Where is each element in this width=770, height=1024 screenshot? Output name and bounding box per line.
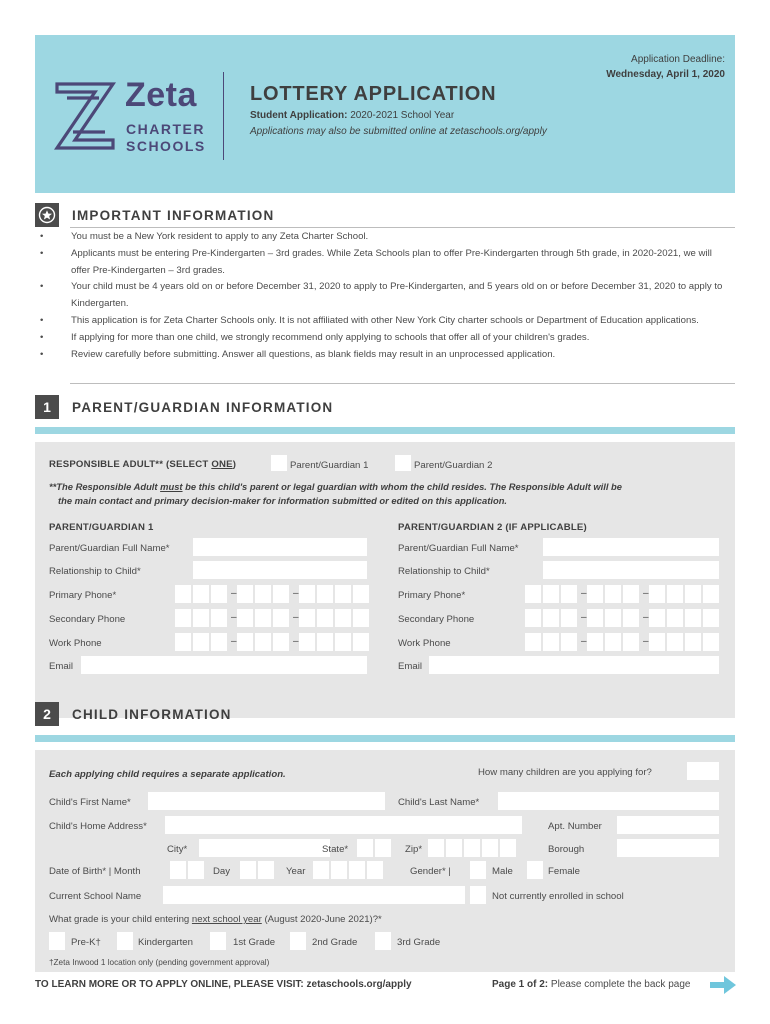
zeta-z-logo-icon	[53, 80, 117, 152]
grade-3-checkbox[interactable]	[375, 932, 391, 950]
responsible-label-text: RESPONSIBLE ADULT** (SELECT	[49, 459, 212, 470]
page-note: Please complete the back page	[548, 979, 691, 990]
pg1-secondary-phone-5-input[interactable]	[255, 609, 271, 627]
pg1-primary-phone-7-input[interactable]	[299, 585, 315, 603]
parent-panel	[35, 442, 735, 718]
grade-3-label: 3rd Grade	[397, 937, 441, 948]
pg2-primary-phone-2-input[interactable]	[543, 585, 559, 603]
phone-dash: –	[581, 612, 587, 623]
bullet-item: • If applying for more than one child, we strongly recommend only applying to schools that offer all of your children's grades.	[40, 330, 730, 347]
grade-k-checkbox[interactable]	[117, 932, 133, 950]
dob-year-digit-1-input[interactable]	[313, 861, 329, 879]
pg2-heading: PARENT/GUARDIAN 2 (IF APPLICABLE)	[398, 522, 587, 533]
pg1-primary-phone-2-input[interactable]	[193, 585, 209, 603]
borough-label: Borough	[548, 844, 585, 855]
apt-number-label: Apt. Number	[548, 821, 602, 832]
bullet-item: • Your child must be 4 years old on or before December 31, 2020 to apply to Pre-Kindergarten, and 5 years old on or before December 31, 2020 to apply to Kindergarten.	[40, 279, 730, 313]
pg2-work-phone-6-input[interactable]	[623, 633, 639, 651]
grade-1-label: 1st Grade	[233, 937, 276, 948]
pg2-work-phone-1-input[interactable]	[525, 633, 541, 651]
pg2-primary-phone-3-input[interactable]	[561, 585, 577, 603]
responsible-one: ONE	[211, 459, 233, 470]
bullet-item: • This application is for Zeta Charter Schools only. It is not affiliated with other New York City charter schools or Department of Education applications.	[40, 313, 730, 330]
gender-female-checkbox[interactable]	[527, 861, 543, 879]
pg2-work-phone-5-input[interactable]	[605, 633, 621, 651]
bullet-item: • Review carefully before submitting. Answer all questions, as blank fields may result in an unprocessed application.	[40, 347, 730, 364]
pg1-work-phone-2-input[interactable]	[193, 633, 209, 651]
pg2-relationship-label: Relationship to Child*	[398, 566, 490, 577]
pg1-secondary-phone-3-input[interactable]	[211, 609, 227, 627]
pg1-primary-phone-4-input[interactable]	[237, 585, 253, 603]
pg1-relationship-label: Relationship to Child*	[49, 566, 141, 577]
pg2-primary-phone-7-input[interactable]	[649, 585, 665, 603]
pg1-work-phone-7-input[interactable]	[299, 633, 315, 651]
phone-dash: –	[643, 612, 649, 623]
borough-input[interactable]	[617, 839, 719, 857]
pg1-work-phone-9-input[interactable]	[335, 633, 351, 651]
important-rule	[70, 227, 735, 228]
pg2-secondary-phone-3-input[interactable]	[561, 609, 577, 627]
parent-section-bar	[35, 427, 735, 434]
pg1-primary-phone-6-input[interactable]	[273, 585, 289, 603]
child-first-name-input[interactable]	[148, 792, 385, 810]
phone-dash: –	[643, 636, 649, 647]
pg2-secondary-phone-9-input[interactable]	[685, 609, 701, 627]
home-address-label: Child's Home Address*	[49, 821, 147, 832]
responsible-adult-label	[49, 459, 236, 470]
pg2-work-phone-3-input[interactable]	[561, 633, 577, 651]
gender-female-label: Female	[548, 866, 580, 877]
grade-q-a: What grade is your child entering	[49, 914, 192, 925]
pg2-email-label: Email	[398, 661, 422, 672]
grade-q-underline: next school year	[191, 914, 262, 925]
current-school-input[interactable]	[163, 886, 465, 904]
state-char-2-input[interactable]	[375, 839, 391, 857]
pg2-primary-phone-9-input[interactable]	[685, 585, 701, 603]
bullet-item: • You must be a New York resident to apply to any Zeta Charter School.	[40, 229, 730, 246]
gender-label: Gender* |	[410, 866, 451, 877]
page-label: Page 1 of 2:	[492, 979, 549, 990]
dob-month-1-input[interactable]	[170, 861, 186, 879]
pg1-secondary-phone-7-input[interactable]	[299, 609, 315, 627]
apt-number-input[interactable]	[617, 816, 719, 834]
dob-day-1-input[interactable]	[240, 861, 256, 879]
pg2-secondary-phone-8-input[interactable]	[667, 609, 683, 627]
pg1-secondary-phone-4-input[interactable]	[237, 609, 253, 627]
logo-line-schools: SCHOOLS	[126, 138, 206, 154]
pg2-secondary-phone-label: Secondary Phone	[398, 614, 475, 625]
section-number-2: 2	[35, 702, 59, 726]
pg2-secondary-phone-10-input[interactable]	[703, 609, 719, 627]
page-title: LOTTERY APPLICATION	[250, 83, 497, 105]
pg1-work-phone-8-input[interactable]	[317, 633, 333, 651]
bullet-item: • Applicants must be entering Pre-Kindergarten – 3rd grades. While Zeta Schools plan to offer Pre-Kindergarten through 5th grade, in 2020-2021, we will offer Pre-Kindergarten – 3rd grades.	[40, 246, 730, 280]
pg2-full-name-label: Parent/Guardian Full Name*	[398, 543, 519, 554]
pg1-primary-phone-8-input[interactable]	[317, 585, 333, 603]
phone-dash: –	[231, 612, 237, 623]
child-section-title: CHILD INFORMATION	[72, 707, 232, 722]
dob-year-label: Year	[286, 866, 306, 877]
responsible-label-end: )	[232, 459, 237, 470]
note-must: must	[160, 481, 183, 492]
phone-dash: –	[293, 612, 299, 623]
star-badge-icon	[35, 203, 59, 227]
pg2-secondary-phone-1-input[interactable]	[525, 609, 541, 627]
application-deadline	[606, 52, 725, 82]
pg2-secondary-phone-4-input[interactable]	[587, 609, 603, 627]
grade-1-checkbox[interactable]	[210, 932, 226, 950]
how-many-children-label: How many children are you applying for?	[478, 767, 652, 778]
student-app-year: 2020-2021 School Year	[350, 110, 455, 121]
gender-male-label: Male	[492, 866, 513, 877]
pg1-work-phone-10-input[interactable]	[353, 633, 369, 651]
pg2-secondary-phone-7-input[interactable]	[649, 609, 665, 627]
responsible-pg2-label: Parent/Guardian 2	[414, 460, 493, 471]
zip-digit-1-input[interactable]	[428, 839, 444, 857]
pg2-primary-phone-8-input[interactable]	[667, 585, 683, 603]
pg2-primary-phone-6-input[interactable]	[623, 585, 639, 603]
pg2-primary-phone-5-input[interactable]	[605, 585, 621, 603]
zip-digit-3-input[interactable]	[464, 839, 480, 857]
not-enrolled-checkbox[interactable]	[470, 886, 486, 904]
pg2-primary-phone-10-input[interactable]	[703, 585, 719, 603]
phone-dash: –	[231, 588, 237, 599]
responsible-pg2-checkbox[interactable]	[395, 455, 411, 471]
note-b: be this child's parent or legal guardian with whom the child resides. The Responsible Adult will be	[182, 481, 622, 492]
pg1-secondary-phone-9-input[interactable]	[335, 609, 351, 627]
pg2-work-phone-2-input[interactable]	[543, 633, 559, 651]
parent-section-title: PARENT/GUARDIAN INFORMATION	[72, 400, 334, 415]
state-label: State*	[322, 844, 349, 855]
header-banner	[35, 35, 735, 193]
page-indicator	[492, 979, 690, 990]
phone-dash: –	[643, 588, 649, 599]
pg1-full-name-input[interactable]	[193, 538, 367, 556]
pg1-primary-phone-label: Primary Phone*	[49, 590, 117, 601]
pg1-work-phone-1-input[interactable]	[175, 633, 191, 651]
pg1-full-name-label: Parent/Guardian Full Name*	[49, 543, 170, 554]
header-divider	[223, 72, 224, 160]
logo-word: Zeta	[125, 76, 197, 114]
home-address-input[interactable]	[165, 816, 522, 834]
city-label: City*	[167, 844, 188, 855]
child-last-name-label: Child's Last Name*	[398, 797, 480, 808]
pg1-work-phone-6-input[interactable]	[273, 633, 289, 651]
grade-question	[49, 914, 382, 925]
not-enrolled-label: Not currently enrolled in school	[492, 891, 624, 902]
dob-year-digit-4-input[interactable]	[367, 861, 383, 879]
pg1-relationship-input[interactable]	[193, 561, 367, 579]
pg2-primary-phone-1-input[interactable]	[525, 585, 541, 603]
pg1-secondary-phone-10-input[interactable]	[353, 609, 369, 627]
responsible-pg1-checkbox[interactable]	[271, 455, 287, 471]
pg2-secondary-phone-5-input[interactable]	[605, 609, 621, 627]
pg1-secondary-phone-6-input[interactable]	[273, 609, 289, 627]
pg1-secondary-phone-label: Secondary Phone	[49, 614, 126, 625]
zip-digit-5-input[interactable]	[500, 839, 516, 857]
pg1-email-input[interactable]	[81, 656, 367, 674]
zip-digit-4-input[interactable]	[482, 839, 498, 857]
pg2-primary-phone-4-input[interactable]	[587, 585, 603, 603]
dob-label: Date of Birth* | Month	[49, 866, 141, 877]
pg1-work-phone-3-input[interactable]	[211, 633, 227, 651]
pg2-full-name-input[interactable]	[543, 538, 719, 556]
pg1-primary-phone-9-input[interactable]	[335, 585, 351, 603]
dob-day-2-input[interactable]	[258, 861, 274, 879]
phone-dash: –	[581, 588, 587, 599]
child-panel	[35, 750, 735, 972]
important-info-title: IMPORTANT INFORMATION	[72, 208, 275, 223]
dob-day-label: Day	[213, 866, 231, 877]
grade-prek-label: Pre-K†	[71, 937, 101, 948]
pg2-relationship-input[interactable]	[543, 561, 719, 579]
deadline-label: Application Deadline:	[631, 54, 725, 65]
pg1-email-label: Email	[49, 661, 73, 672]
dob-month-2-input[interactable]	[188, 861, 204, 879]
deadline-date: Wednesday, April 1, 2020	[606, 69, 725, 80]
pg2-work-phone-10-input[interactable]	[703, 633, 719, 651]
online-note: Applications may also be submitted online at zetaschools.org/apply	[250, 126, 547, 137]
star-icon	[35, 203, 59, 227]
note-line2: the main contact and primary decision-maker for information submitted or edited on this application.	[58, 494, 508, 506]
note-a: **The Responsible Adult	[49, 481, 161, 492]
pg2-work-phone-7-input[interactable]	[649, 633, 665, 651]
child-last-name-input[interactable]	[498, 792, 719, 810]
pg1-secondary-phone-2-input[interactable]	[193, 609, 209, 627]
pg1-primary-phone-5-input[interactable]	[255, 585, 271, 603]
dob-year-digit-3-input[interactable]	[349, 861, 365, 879]
pg1-secondary-phone-1-input[interactable]	[175, 609, 191, 627]
grade-2-label: 2nd Grade	[312, 937, 358, 948]
pg2-work-phone-label: Work Phone	[398, 638, 451, 649]
important-bottom-rule	[70, 383, 735, 384]
pg1-heading: PARENT/GUARDIAN 1	[49, 522, 154, 533]
section-number-1: 1	[35, 395, 59, 419]
grade-q-b: (August 2020-June 2021)?*	[261, 914, 382, 925]
phone-dash: –	[293, 636, 299, 647]
pg1-primary-phone-3-input[interactable]	[211, 585, 227, 603]
child-section-bar	[35, 735, 735, 742]
arrow-right-icon	[710, 976, 736, 994]
zeta-logo	[53, 76, 223, 160]
grade-k-label: Kindergarten	[138, 937, 193, 948]
state-char-1-input[interactable]	[357, 839, 373, 857]
logo-line-charter: CHARTER	[126, 121, 205, 137]
pg1-work-phone-4-input[interactable]	[237, 633, 253, 651]
zip-label: Zip*	[405, 844, 423, 855]
phone-dash: –	[231, 636, 237, 647]
pg2-work-phone-9-input[interactable]	[685, 633, 701, 651]
zip-digit-2-input[interactable]	[446, 839, 462, 857]
student-app-label: Student Application:	[250, 110, 348, 121]
pg2-email-input[interactable]	[429, 656, 719, 674]
phone-dash: –	[581, 636, 587, 647]
pg1-work-phone-label: Work Phone	[49, 638, 102, 649]
grade-prek-checkbox[interactable]	[49, 932, 65, 950]
responsible-pg1-label: Parent/Guardian 1	[290, 460, 369, 471]
separate-application-note: Each applying child requires a separate application.	[49, 769, 286, 780]
pg1-primary-phone-1-input[interactable]	[175, 585, 191, 603]
prek-footnote: †Zeta Inwood 1 location only (pending government approval)	[49, 958, 270, 967]
pg2-primary-phone-label: Primary Phone*	[398, 590, 466, 601]
important-bullets	[40, 229, 730, 363]
gender-male-checkbox[interactable]	[470, 861, 486, 879]
learn-more-footer: TO LEARN MORE OR TO APPLY ONLINE, PLEASE VISIT: zetaschools.org/apply	[35, 979, 412, 990]
student-application-year	[250, 110, 454, 121]
dob-year-digit-2-input[interactable]	[331, 861, 347, 879]
responsible-adult-note	[49, 480, 729, 507]
child-first-name-label: Child's First Name*	[49, 797, 131, 808]
how-many-children-input[interactable]	[687, 762, 719, 780]
current-school-label: Current School Name	[49, 891, 142, 902]
pg2-work-phone-8-input[interactable]	[667, 633, 683, 651]
pg2-secondary-phone-6-input[interactable]	[623, 609, 639, 627]
pg1-primary-phone-10-input[interactable]	[353, 585, 369, 603]
phone-dash: –	[293, 588, 299, 599]
pg2-work-phone-4-input[interactable]	[587, 633, 603, 651]
pg2-secondary-phone-2-input[interactable]	[543, 609, 559, 627]
grade-2-checkbox[interactable]	[290, 932, 306, 950]
pg1-work-phone-5-input[interactable]	[255, 633, 271, 651]
city-input[interactable]	[199, 839, 330, 857]
pg1-secondary-phone-8-input[interactable]	[317, 609, 333, 627]
